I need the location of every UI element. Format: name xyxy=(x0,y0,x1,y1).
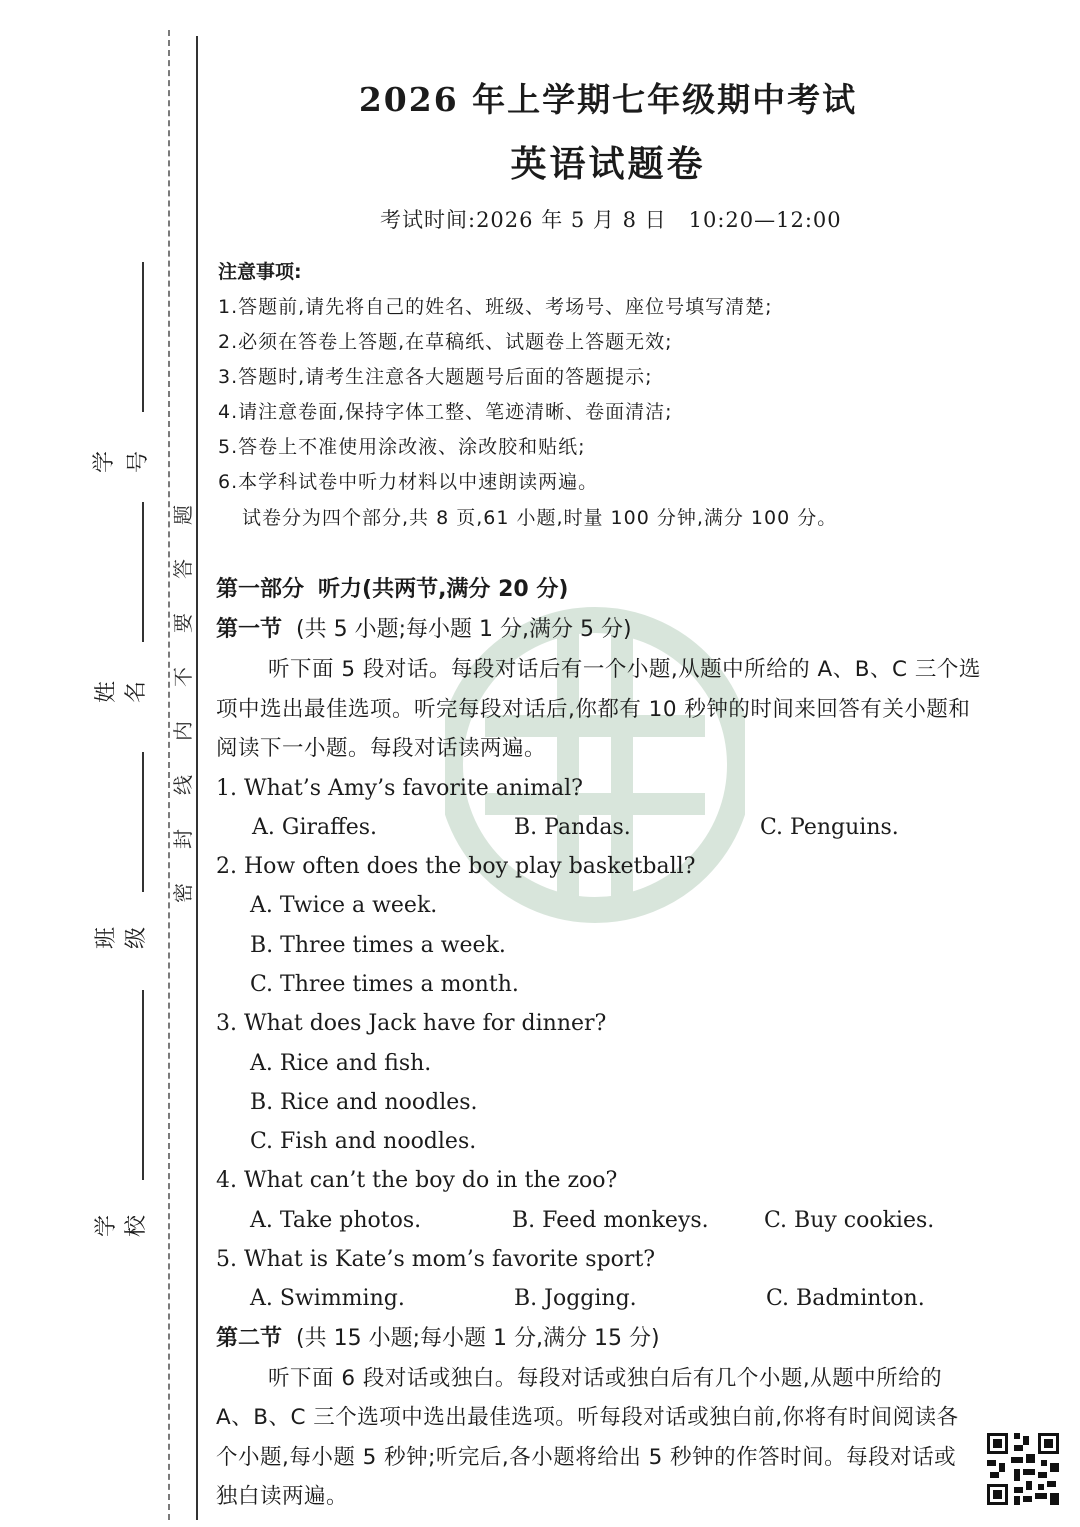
seal-char: 不 xyxy=(171,667,195,687)
student-id-field xyxy=(92,262,180,512)
question-4: 4. What can’t the boy do in the zoo? xyxy=(216,1168,618,1194)
school-label: 学校 xyxy=(94,1215,149,1238)
option-a[interactable]: A. Rice and fish. xyxy=(250,1050,432,1076)
school-field xyxy=(94,990,180,1260)
notice-item: 5.答卷上不准使用涂改液、涂改胶和贴纸; xyxy=(218,436,586,458)
option-c[interactable]: C. Fish and noodles. xyxy=(250,1129,477,1155)
seal-char: 封 xyxy=(171,829,195,849)
option-b[interactable]: B. Feed monkeys. xyxy=(512,1207,709,1233)
section-two-title: 第二节 xyxy=(216,1325,283,1351)
student-id-label: 学号 xyxy=(92,451,151,474)
section-two-info: (共 15 小题;每小题 1 分,满分 15 分) xyxy=(296,1325,660,1351)
option-a[interactable]: A. Twice a week. xyxy=(250,893,438,919)
notice-block xyxy=(218,258,978,536)
option-a[interactable]: A. Take photos. xyxy=(250,1207,422,1233)
question-5: 5. What is Kate’s mom’s favorite sport? xyxy=(216,1247,656,1273)
seal-char: 内 xyxy=(171,721,195,741)
notice-summary: 试卷分为四个部分,共 8 页,61 小题,时量 100 分钟,满分 100 分。 xyxy=(242,507,838,529)
notice-item: 3.答题时,请考生注意各大题题号后面的答题提示; xyxy=(218,366,653,388)
section-two-instructions: 听下面 6 段对话或独白。每段对话或独白后有几个小题,从题中所给的 A、B、C 三个选项中选出最佳选项。听每段对话或独白前,你将有时间阅读各个小题,每小题 5 秒钟;听完后,各小题将给出 5 秒钟的作答时间。每段对话或独白读两遍。 xyxy=(216,1365,959,1510)
seal-char: 要 xyxy=(171,613,195,633)
option-c[interactable]: C. Three times a month. xyxy=(250,971,519,997)
section-two-heading xyxy=(216,1319,986,1359)
name-label: 姓名 xyxy=(94,681,149,704)
option-a[interactable]: A. Giraffes. xyxy=(252,814,378,840)
option-b[interactable]: B. Jogging. xyxy=(514,1286,637,1312)
option-a[interactable]: A. Swimming. xyxy=(250,1286,405,1312)
qr-code-icon xyxy=(984,1430,1062,1508)
school-blank xyxy=(142,990,144,1180)
notice-item: 4.请注意卷面,保持字体工整、笔迹清晰、卷面清洁; xyxy=(218,401,673,423)
exam-subtitle: 英语试题卷 xyxy=(510,143,706,185)
question-4-options xyxy=(216,1201,986,1240)
question-3: 3. What does Jack have for dinner? xyxy=(216,1011,607,1037)
exam-time: 考试时间:2026 年 5 月 8 日 10:20—12:00 xyxy=(380,208,842,232)
notice-item: 1.答题前,请先将自己的姓名、班级、考场号、座位号填写清楚; xyxy=(218,296,773,318)
option-c[interactable]: C. Badminton. xyxy=(766,1286,925,1312)
section-one-heading xyxy=(216,610,986,650)
part-one-title: 第一部分 xyxy=(216,577,305,602)
name-blank xyxy=(142,502,144,642)
option-b[interactable]: B. Rice and noodles. xyxy=(250,1089,478,1115)
part-one-heading xyxy=(216,570,986,610)
option-c[interactable]: C. Buy cookies. xyxy=(764,1207,935,1233)
class-blank xyxy=(142,752,144,892)
seal-char: 密 xyxy=(171,883,195,903)
exam-title: 2026 年上学期七年级期中考试 xyxy=(358,80,858,119)
seal-line-notice xyxy=(168,488,198,920)
option-b[interactable]: B. Three times a week. xyxy=(250,932,506,958)
student-id-blank xyxy=(142,262,144,412)
section-one-title: 第一节 xyxy=(216,617,283,642)
class-label: 班级 xyxy=(94,927,149,950)
option-c[interactable]: C. Penguins. xyxy=(760,814,899,840)
part-one-name: 听力(共两节,满分 20 分) xyxy=(318,577,569,602)
option-b[interactable]: B. Pandas. xyxy=(514,814,631,840)
exam-content xyxy=(216,570,986,1517)
seal-char: 答 xyxy=(171,559,195,579)
question-5-options xyxy=(216,1279,986,1318)
question-1: 1. What’s Amy’s favorite animal? xyxy=(216,775,583,801)
question-1-options xyxy=(216,808,986,847)
seal-char: 线 xyxy=(171,775,195,795)
section-one-info: (共 5 小题;每小题 1 分,满分 5 分) xyxy=(296,617,632,642)
question-2: 2. How often does the boy play basketball? xyxy=(216,854,696,880)
notice-item: 6.本学科试卷中听力材料以中速朗读两遍。 xyxy=(218,471,599,493)
section-one-instructions: 听下面 5 段对话。每段对话后有一个小题,从题中所给的 A、B、C 三个选项中选出最佳选项。听完每段对话后,你都有 10 秒钟的时间来回答有关小题和阅读下一小题。每段对话读两遍。 xyxy=(216,657,981,761)
notice-title: 注意事项: xyxy=(218,261,302,283)
seal-char: 题 xyxy=(171,505,195,525)
notice-item: 2.必须在答卷上答题,在草稿纸、试题卷上答题无效; xyxy=(218,331,673,353)
